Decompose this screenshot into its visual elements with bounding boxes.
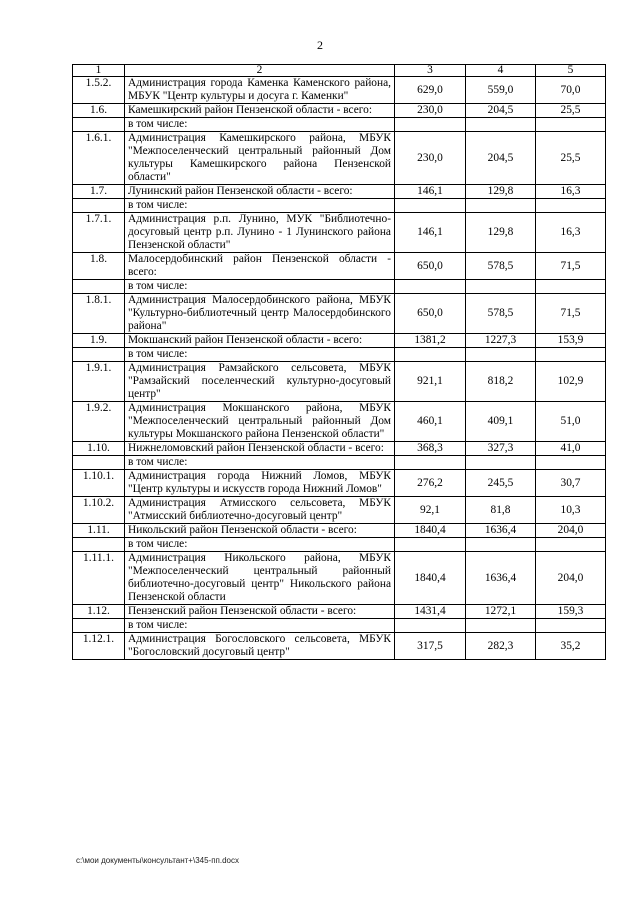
row-value-col5: 70,0: [536, 77, 606, 104]
row-value-col5: 204,0: [536, 524, 606, 538]
allocation-table: [72, 64, 606, 660]
row-value-col3: 92,1: [395, 497, 466, 524]
row-value-col5: 153,9: [536, 334, 606, 348]
row-value-col3: 460,1: [395, 402, 466, 442]
row-value-col5: 71,5: [536, 253, 606, 280]
row-value-col3: 317,5: [395, 633, 466, 660]
row-value-col5: 16,3: [536, 185, 606, 199]
row-value-col3: 368,3: [395, 442, 466, 456]
table-row: [73, 402, 606, 442]
row-number: 1.6.: [73, 104, 125, 118]
row-name: Администрация Камешкирского района, МБУК "Межпоселенческий центральный районный Дом культуры Камешкирского района Пензенской области": [125, 132, 395, 185]
row-number: 1.12.: [73, 605, 125, 619]
table-row: [73, 77, 606, 104]
row-number: [73, 538, 125, 552]
row-value-col4: [466, 280, 536, 294]
row-value-col5: [536, 456, 606, 470]
row-value-col4: 129,8: [466, 185, 536, 199]
row-name: в том числе:: [125, 280, 395, 294]
row-value-col5: [536, 118, 606, 132]
row-value-col3: 230,0: [395, 104, 466, 118]
table-row: [73, 334, 606, 348]
table-row: [73, 213, 606, 253]
row-value-col5: 25,5: [536, 104, 606, 118]
row-value-col4: [466, 619, 536, 633]
subheading-row: [73, 280, 606, 294]
row-number: 1.7.: [73, 185, 125, 199]
row-value-col5: 10,3: [536, 497, 606, 524]
row-value-col3: 1840,4: [395, 552, 466, 605]
row-value-col3: 650,0: [395, 294, 466, 334]
table-row: [73, 470, 606, 497]
row-number: 1.7.1.: [73, 213, 125, 253]
row-value-col4: 327,3: [466, 442, 536, 456]
row-name: Администрация города Нижний Ломов, МБУК "Центр культуры и искусств города Нижний Ломов": [125, 470, 395, 497]
table-header-row: [73, 65, 606, 77]
row-value-col3: 1840,4: [395, 524, 466, 538]
row-name: Администрация города Каменка Каменского района, МБУК "Центр культуры и досуга г. Каменки": [125, 77, 395, 104]
table-row: [73, 524, 606, 538]
row-name: Камешкирский район Пензенской области - всего:: [125, 104, 395, 118]
row-name: в том числе:: [125, 199, 395, 213]
row-name: Пензенский район Пензенской области - всего:: [125, 605, 395, 619]
file-path-footer: c:\мои документы\консультант+\345-пп.docx: [76, 856, 239, 865]
row-number: [73, 348, 125, 362]
row-name: Администрация Мокшанского района, МБУК "Межпоселенческий центральный районный Дом культуры Мокшанского района Пензенской области": [125, 402, 395, 442]
row-value-col3: [395, 456, 466, 470]
row-name: в том числе:: [125, 118, 395, 132]
row-number: 1.8.: [73, 253, 125, 280]
row-number: 1.9.: [73, 334, 125, 348]
row-number: [73, 456, 125, 470]
row-value-col3: [395, 348, 466, 362]
row-value-col5: [536, 619, 606, 633]
table-row: [73, 104, 606, 118]
row-value-col3: 629,0: [395, 77, 466, 104]
table-row: [73, 605, 606, 619]
row-number: [73, 118, 125, 132]
row-number: 1.9.2.: [73, 402, 125, 442]
row-number: 1.11.1.: [73, 552, 125, 605]
row-value-col5: [536, 348, 606, 362]
row-value-col4: 129,8: [466, 213, 536, 253]
subheading-row: [73, 456, 606, 470]
row-value-col3: 1381,2: [395, 334, 466, 348]
row-name: Никольский район Пензенской области - всего:: [125, 524, 395, 538]
row-name: Нижнеломовский район Пензенской области - всего:: [125, 442, 395, 456]
table-row: [73, 253, 606, 280]
row-name: Администрация Богословского сельсовета, МБУК "Богословский досуговый центр": [125, 633, 395, 660]
row-name: в том числе:: [125, 348, 395, 362]
row-value-col5: 41,0: [536, 442, 606, 456]
row-value-col4: [466, 348, 536, 362]
row-value-col4: 409,1: [466, 402, 536, 442]
row-number: 1.10.1.: [73, 470, 125, 497]
row-value-col5: [536, 199, 606, 213]
row-value-col3: 1431,4: [395, 605, 466, 619]
row-value-col4: 245,5: [466, 470, 536, 497]
table-row: [73, 497, 606, 524]
row-number: 1.11.: [73, 524, 125, 538]
subheading-row: [73, 348, 606, 362]
row-value-col5: [536, 538, 606, 552]
table-row: [73, 442, 606, 456]
row-value-col3: [395, 538, 466, 552]
row-value-col4: 204,5: [466, 132, 536, 185]
row-value-col5: 25,5: [536, 132, 606, 185]
row-name: Администрация Никольского района, МБУК "Межпоселенческий центральный районный библиотечно-досуговый центр" Никольского района Пензенской области: [125, 552, 395, 605]
row-name: Малосердобинский район Пензенской области - всего:: [125, 253, 395, 280]
table-row: [73, 185, 606, 199]
row-value-col5: 159,3: [536, 605, 606, 619]
row-value-col4: 282,3: [466, 633, 536, 660]
row-value-col4: [466, 199, 536, 213]
row-value-col5: 16,3: [536, 213, 606, 253]
row-name: Администрация Малосердобинского района, МБУК "Культурно-библиотечный центр Малосердобинского района": [125, 294, 395, 334]
row-value-col3: 276,2: [395, 470, 466, 497]
row-value-col5: 204,0: [536, 552, 606, 605]
column-header-3: 3: [395, 65, 466, 77]
table-row: [73, 132, 606, 185]
row-value-col5: 51,0: [536, 402, 606, 442]
row-value-col4: 81,8: [466, 497, 536, 524]
row-name: Администрация р.п. Лунино, МУК "Библиотечно-досуговый центр р.п. Лунино - 1 Лунинского района Пензенской области": [125, 213, 395, 253]
row-number: 1.8.1.: [73, 294, 125, 334]
row-value-col5: 35,2: [536, 633, 606, 660]
subheading-row: [73, 199, 606, 213]
row-value-col3: [395, 118, 466, 132]
column-header-2: 2: [125, 65, 395, 77]
row-number: 1.9.1.: [73, 362, 125, 402]
page-number: 2: [317, 38, 323, 52]
row-value-col3: 921,1: [395, 362, 466, 402]
column-header-4: 4: [466, 65, 536, 77]
row-number: 1.6.1.: [73, 132, 125, 185]
row-value-col5: 102,9: [536, 362, 606, 402]
row-name: в том числе:: [125, 619, 395, 633]
row-value-col3: 146,1: [395, 213, 466, 253]
row-name: в том числе:: [125, 456, 395, 470]
table-row: [73, 552, 606, 605]
table-row: [73, 362, 606, 402]
row-value-col4: [466, 118, 536, 132]
row-number: 1.10.2.: [73, 497, 125, 524]
row-value-col3: [395, 280, 466, 294]
subheading-row: [73, 538, 606, 552]
row-name: в том числе:: [125, 538, 395, 552]
table-row: [73, 633, 606, 660]
row-value-col4: 578,5: [466, 253, 536, 280]
row-number: [73, 619, 125, 633]
row-number: 1.12.1.: [73, 633, 125, 660]
row-number: [73, 199, 125, 213]
row-value-col4: 204,5: [466, 104, 536, 118]
row-value-col3: 230,0: [395, 132, 466, 185]
row-number: 1.10.: [73, 442, 125, 456]
row-value-col4: 559,0: [466, 77, 536, 104]
row-value-col5: 71,5: [536, 294, 606, 334]
row-value-col4: 1227,3: [466, 334, 536, 348]
row-value-col4: [466, 538, 536, 552]
row-value-col5: [536, 280, 606, 294]
row-value-col4: 578,5: [466, 294, 536, 334]
row-value-col4: 1636,4: [466, 552, 536, 605]
row-name: Администрация Рамзайского сельсовета, МБУК "Рамзайский поселенческий культурно-досуговый центр": [125, 362, 395, 402]
row-name: Лунинский район Пензенской области - всего:: [125, 185, 395, 199]
row-value-col4: 818,2: [466, 362, 536, 402]
row-value-col5: 30,7: [536, 470, 606, 497]
row-value-col3: [395, 619, 466, 633]
row-number: [73, 280, 125, 294]
row-value-col4: 1636,4: [466, 524, 536, 538]
column-header-5: 5: [536, 65, 606, 77]
row-value-col3: [395, 199, 466, 213]
row-value-col4: 1272,1: [466, 605, 536, 619]
subheading-row: [73, 118, 606, 132]
subheading-row: [73, 619, 606, 633]
column-header-1: 1: [73, 65, 125, 77]
row-number: 1.5.2.: [73, 77, 125, 104]
row-name: Администрация Атмисского сельсовета, МБУК "Атмисский библиотечно-досуговый центр": [125, 497, 395, 524]
row-value-col4: [466, 456, 536, 470]
table-row: [73, 294, 606, 334]
row-value-col3: 146,1: [395, 185, 466, 199]
row-value-col3: 650,0: [395, 253, 466, 280]
row-name: Мокшанский район Пензенской области - всего:: [125, 334, 395, 348]
